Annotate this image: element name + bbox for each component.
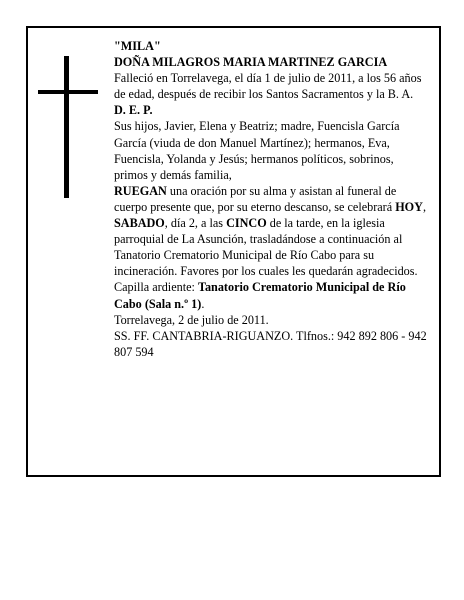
place-date: Torrelavega, 2 de julio de 2011. bbox=[114, 312, 269, 327]
funeral-text-2: , bbox=[422, 199, 427, 214]
obituary-text bbox=[114, 38, 429, 360]
obituary-notice bbox=[26, 26, 441, 477]
sabado-word: SABADO bbox=[114, 216, 165, 231]
hoy-word: HOY bbox=[395, 199, 423, 214]
cinco-word: CINCO bbox=[226, 216, 267, 231]
ruegan-word: RUEGAN bbox=[114, 183, 167, 198]
nickname: "MILA" bbox=[114, 39, 161, 53]
funeral-home: SS. FF. CANTABRIA-RIGUANZO. Tlfnos.: 942 892 806 - 942 807 594 bbox=[114, 328, 427, 359]
cross-horizontal-bar bbox=[38, 90, 98, 94]
funeral-text-4: de la tarde, en la iglesia parroquial de La Asunción, trasladándose a continuación al Tanatorio Crematorio Municipal de Río Cabo para su incineración. Favores por los cuales les quedarán agradecidos. Capilla ardiente: bbox=[114, 216, 418, 295]
funeral-text-3: , día 2, a las bbox=[164, 216, 227, 231]
funeral-text-5: . bbox=[201, 296, 205, 311]
dep-line: D. E. P. bbox=[114, 103, 153, 118]
family-paragraph: Sus hijos, Javier, Elena y Beatriz; madre, Fuencisla García García (viuda de don Manuel Martínez); hermanos, Eva, Fuencisla, Yolanda y Jesús; hermanos políticos, sobrinos, primos y demás familia, bbox=[114, 119, 400, 182]
deceased-name: DOÑA MILAGROS MARIA MARTINEZ GARCIA bbox=[114, 55, 388, 70]
funeral-paragraph bbox=[114, 183, 429, 312]
cross-vertical-bar bbox=[64, 56, 69, 198]
funeral-text-1: una oración por su alma y asistan al funeral de cuerpo presente que, por su eterno descanso, se celebrará bbox=[114, 183, 397, 214]
chapel-location: Tanatorio Crematorio Municipal de Río Cabo (Sala n.º 1) bbox=[114, 280, 406, 311]
sacraments-line: de edad, después de recibir los Santos Sacramentos y la B. A. bbox=[114, 87, 414, 102]
cross-icon bbox=[38, 56, 98, 198]
death-announcement: Falleció en Torrelavega, el día 1 de julio de 2011, a los 56 años bbox=[114, 71, 422, 86]
